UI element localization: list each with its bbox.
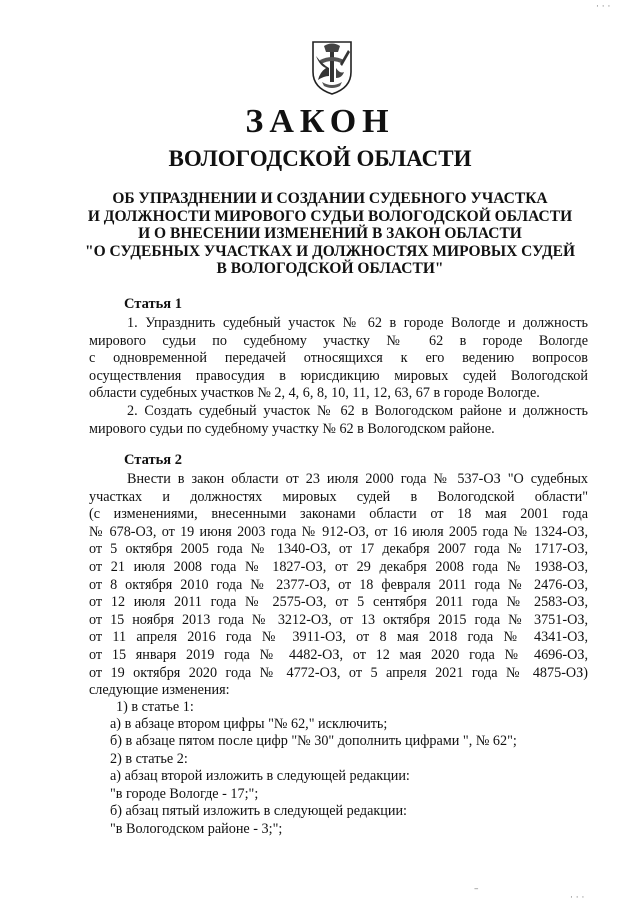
text-line: 2. Создать судебный участок № 62 в Вологодском районе и должность xyxy=(127,403,588,419)
text-line: от 11 апреля 2016 года № 3911-ОЗ, от 8 мая 2018 года № 4341-ОЗ, xyxy=(89,629,588,646)
article-1-paragraph-1 xyxy=(89,315,588,403)
article-1-paragraph-2 xyxy=(89,403,588,438)
text-line: от 15 января 2019 года № 4482-ОЗ, от 12 мая 2020 года № 4696-ОЗ, xyxy=(89,646,588,663)
list-item: а) в абзаце втором цифры "№ 62," исключить; xyxy=(110,716,388,732)
list-item: "в городе Вологде - 17;"; xyxy=(110,786,259,802)
text-line: от 8 октября 2010 года № 2377-ОЗ, от 18 февраля 2011 года № 2476-ОЗ, xyxy=(89,576,588,593)
document-subtitle: ВОЛОГОДСКОЙ ОБЛАСТИ xyxy=(168,146,472,171)
heading-line: И О ВНЕСЕНИИ ИЗМЕНЕНИЙ В ЗАКОН ОБЛАСТИ xyxy=(138,225,522,242)
list-item: "в Вологодском районе - 3;"; xyxy=(110,821,283,837)
text-line: 1. Упразднить судебный участок № 62 в городе Вологде и должность xyxy=(127,315,588,331)
list-item: б) абзац пятый изложить в следующей редакции: xyxy=(110,803,408,819)
text-line: области судебных участков № 2, 4, 6, 8, 10, 11, 12, 63, 67 в городе Вологде. xyxy=(89,385,540,402)
text-line: от 15 ноября 2013 года № 3212-ОЗ, от 13 октября 2015 года № 3751-ОЗ, xyxy=(89,611,588,628)
scan-mark: – xyxy=(474,884,479,894)
text-line: Внести в закон области от 23 июля 2000 года № 537-ОЗ "О судебных xyxy=(127,471,588,487)
text-line: от 12 июля 2011 года № 2575-ОЗ, от 5 сентября 2011 года № 2583-ОЗ, xyxy=(89,594,588,611)
text-line: следующие изменения: xyxy=(89,682,230,699)
text-line: от 21 июля 2008 года № 1827-ОЗ, от 29 декабря 2008 года № 1938-ОЗ, xyxy=(89,558,588,575)
text-line: мирового судьи по судебному участку № 62 в городе Вологде xyxy=(89,332,588,349)
text-line: (с изменениями, внесенными законами области от 18 мая 2001 года xyxy=(89,506,588,523)
coat-of-arms-icon xyxy=(310,38,354,96)
text-line: осуществления правосудия в юрисдикцию мировых судей Вологодской xyxy=(89,367,588,384)
heading-line: ОБ УПРАЗДНЕНИИ И СОЗДАНИИ СУДЕБНОГО УЧАСТКА xyxy=(112,190,548,207)
text-line: участках и должностях мировых судей в Вологодской области" xyxy=(89,488,588,505)
text-line: от 19 октября 2020 года № 4772-ОЗ, от 5 апреля 2021 года № 4875-ОЗ) xyxy=(89,664,588,681)
text-line: от 5 октября 2005 года № 1340-ОЗ, от 17 декабря 2007 года № 1717-ОЗ, xyxy=(89,541,588,558)
text-line: мирового судьи по судебному участку № 62 в Вологодском районе. xyxy=(89,420,495,437)
list-item: 1) в статье 1: xyxy=(116,699,194,715)
text-line: с одновременной передачей относящихся к его ведению вопросов xyxy=(89,350,588,367)
list-item: а) абзац второй изложить в следующей редакции: xyxy=(110,768,410,784)
article-2-intro xyxy=(89,471,588,700)
heading-line: В ВОЛОГОДСКОЙ ОБЛАСТИ" xyxy=(216,260,444,277)
text-line: № 678-ОЗ, от 19 июня 2003 года № 912-ОЗ, от 16 июля 2005 года № 1324-ОЗ, xyxy=(89,523,588,540)
scan-mark: ⋅ ⋅ ⋅ xyxy=(570,893,585,903)
article-1-title: Статья 1 xyxy=(124,296,182,312)
heading-line: "О СУДЕБНЫХ УЧАСТКАХ И ДОЛЖНОСТЯХ МИРОВЫХ СУДЕЙ xyxy=(85,242,575,260)
scan-mark: ⋅ ⋅ ⋅ xyxy=(596,2,611,12)
list-item: б) в абзаце пятом после цифр "№ 30" дополнить цифрами ", № 62"; xyxy=(110,733,517,749)
article-2-title: Статья 2 xyxy=(124,452,182,468)
document-title: ЗАКОН xyxy=(245,103,395,140)
heading-line: И ДОЛЖНОСТИ МИРОВОГО СУДЬИ ВОЛОГОДСКОЙ ОБЛАСТИ xyxy=(87,207,573,225)
law-heading xyxy=(70,190,590,278)
list-item: 2) в статье 2: xyxy=(110,751,188,767)
